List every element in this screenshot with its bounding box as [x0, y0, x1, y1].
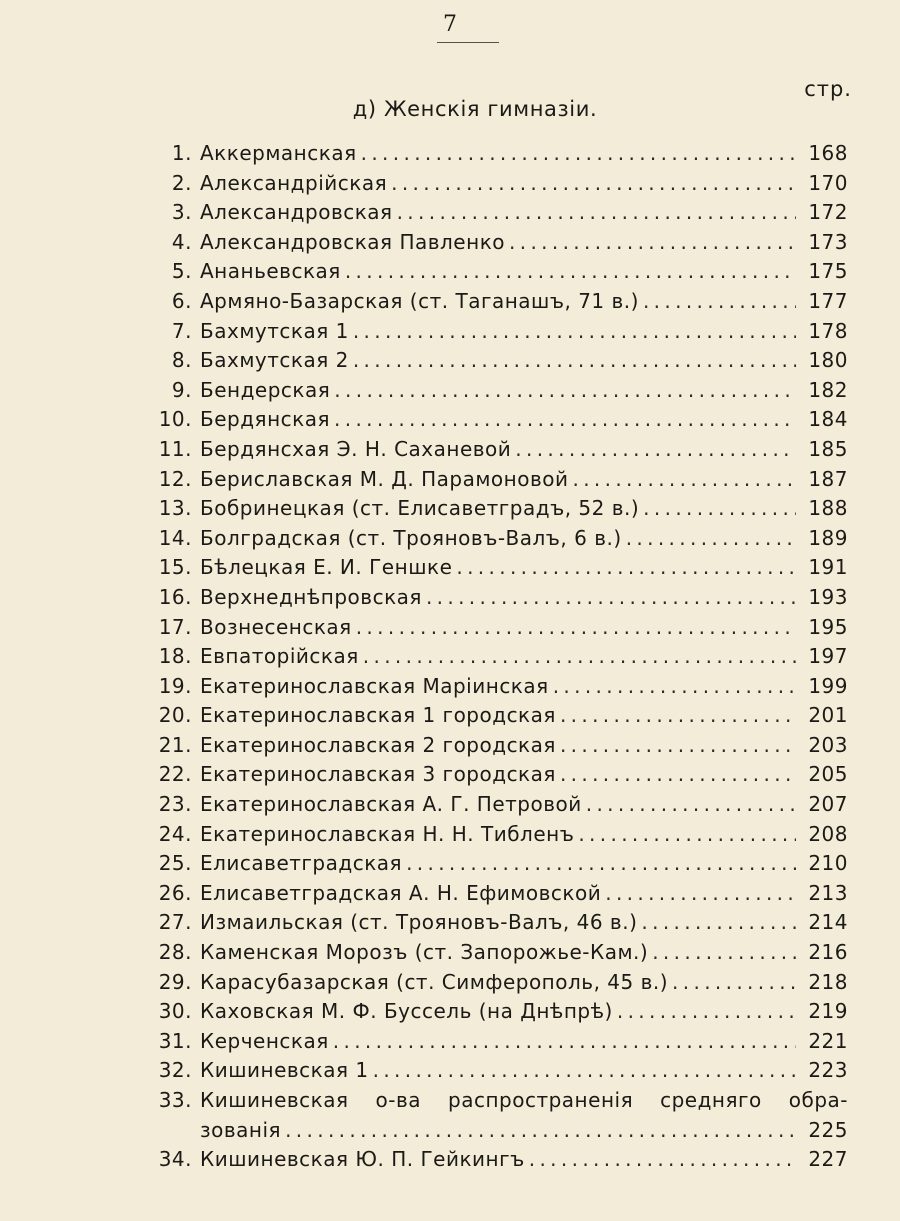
entry-title: Екатеринославская А. Г. Петровой — [200, 792, 582, 817]
entry-title: Александрійская — [200, 170, 388, 195]
entry-number: 7. — [171, 318, 192, 343]
toc-row — [0, 879, 900, 909]
toc-row — [0, 169, 900, 199]
entry-page: 195 — [808, 614, 848, 639]
entry-title-continued: зованія — [200, 1117, 282, 1142]
entry-title: Аккерманская — [200, 141, 357, 165]
entry-title: Кишиневская о-ва распространенія средняго обра- — [200, 1088, 848, 1112]
entry-number: 22. — [158, 762, 192, 787]
toc-row — [0, 760, 900, 790]
entry-number: 29. — [158, 969, 192, 994]
entry-page: 225 — [808, 1117, 848, 1142]
entry-title: Кишиневская Ю. П. Гейкингъ — [200, 1147, 525, 1171]
entry-title: Евпаторійская — [200, 644, 359, 669]
entry-title: Кишиневская 1 — [200, 1058, 369, 1083]
toc-row — [0, 435, 900, 465]
entry-page: 187 — [808, 466, 848, 491]
dot-leader — [509, 228, 796, 258]
dot-leader — [397, 198, 796, 228]
dot-leader — [363, 642, 796, 672]
toc-row — [0, 139, 900, 169]
dot-leader — [373, 1056, 796, 1086]
entry-page: 207 — [808, 792, 848, 817]
toc-row — [0, 938, 900, 968]
toc-row — [0, 1056, 900, 1086]
entry-number: 11. — [158, 436, 192, 461]
entry-number: 17. — [158, 614, 192, 639]
entry-page: 168 — [808, 141, 848, 165]
entry-page: 214 — [808, 910, 848, 935]
entry-title: Каменская Морозъ (ст. Запорожье-Кам.) — [200, 940, 649, 965]
entry-number: 12. — [158, 466, 192, 491]
dot-leader — [391, 169, 796, 199]
entry-title: Бердянсхая Э. Н. Саханевой — [200, 436, 512, 461]
entry-number: 2. — [171, 170, 192, 195]
entry-page: 182 — [808, 377, 848, 402]
toc-row — [0, 731, 900, 761]
entry-title: Екатеринославская 3 городская — [200, 762, 556, 787]
entry-page: 191 — [808, 555, 848, 580]
toc-row — [0, 1027, 900, 1057]
entry-title: Болградская (ст. Трояновъ-Валъ, 6 в.) — [200, 525, 622, 550]
entry-page: 221 — [808, 1028, 848, 1053]
dot-leader — [529, 1145, 796, 1175]
toc-row — [0, 198, 900, 228]
dot-leader — [334, 405, 796, 435]
dot-leader — [586, 790, 796, 820]
entry-page: 184 — [808, 407, 848, 432]
entry-number: 8. — [171, 348, 192, 373]
section-title: д) Женскія гимназіи. — [352, 97, 598, 121]
entry-page: 170 — [808, 170, 848, 195]
toc-row — [0, 583, 900, 613]
page-number: 7 — [443, 12, 457, 37]
entry-page: 175 — [808, 259, 848, 284]
entry-title: Керченская — [200, 1028, 329, 1053]
toc-row — [0, 1086, 900, 1145]
entry-title: Елисаветградская — [200, 851, 403, 876]
entry-number: 15. — [158, 555, 192, 580]
entry-title: Бахмутская 1 — [200, 318, 349, 343]
entry-number: 18. — [158, 644, 192, 669]
entry-page: 203 — [808, 732, 848, 757]
entry-title: Екатеринославская Н. Н. Тибленъ — [200, 821, 575, 846]
dot-leader — [672, 968, 796, 998]
dot-leader — [572, 465, 796, 495]
toc-row — [0, 997, 900, 1027]
entry-title: Екатеринославская 1 городская — [200, 703, 556, 728]
entry-number: 4. — [171, 229, 192, 254]
entry-page: 219 — [808, 999, 848, 1024]
toc-row — [0, 405, 900, 435]
dot-leader — [456, 553, 796, 583]
entry-page: 177 — [808, 288, 848, 313]
entry-page: 208 — [808, 821, 848, 846]
entry-number: 16. — [158, 584, 192, 609]
entry-number: 13. — [158, 496, 192, 521]
entry-number: 26. — [158, 880, 192, 905]
entry-page: 188 — [808, 496, 848, 521]
entry-number: 32. — [158, 1058, 192, 1083]
toc-row — [0, 465, 900, 495]
entry-page: 213 — [808, 880, 848, 905]
entry-page: 172 — [808, 200, 848, 225]
dot-leader — [334, 376, 796, 406]
entry-number: 21. — [158, 732, 192, 757]
entry-title: Александровская — [200, 200, 393, 225]
entry-number: 25. — [158, 851, 192, 876]
dot-leader — [356, 613, 796, 643]
toc-row — [0, 287, 900, 317]
entry-page: 205 — [808, 762, 848, 787]
toc-row — [0, 228, 900, 258]
entry-title: Армяно-Базарская (ст. Таганашъ, 71 в.) — [200, 288, 639, 313]
toc-row — [0, 908, 900, 938]
toc-row — [0, 642, 900, 672]
entry-number: 9. — [171, 377, 192, 402]
entry-page: 227 — [808, 1147, 848, 1171]
entry-page: 180 — [808, 348, 848, 373]
toc-row — [0, 524, 900, 554]
dot-leader — [605, 879, 796, 909]
toc-row — [0, 494, 900, 524]
entry-title: Измаильская (ст. Трояновъ-Валъ, 46 в.) — [200, 910, 638, 935]
entry-number: 1. — [171, 141, 192, 165]
entry-title: Бердянская — [200, 407, 331, 432]
entry-number: 3. — [171, 200, 192, 225]
dot-leader — [560, 760, 796, 790]
dot-leader — [560, 701, 796, 731]
toc-row — [0, 317, 900, 347]
dot-leader — [333, 1027, 796, 1057]
entry-number: 31. — [158, 1028, 192, 1053]
entry-title: Вознесенская — [200, 614, 352, 639]
entry-number: 23. — [158, 792, 192, 817]
toc-row — [0, 672, 900, 702]
entry-title: Бериславская М. Д. Парамоновой — [200, 466, 569, 491]
entry-title: Елисаветградская А. Н. Ефимовской — [200, 880, 602, 905]
entry-page: 185 — [808, 436, 848, 461]
toc-row — [0, 701, 900, 731]
entry-number: 19. — [158, 673, 192, 698]
entry-title: Бахмутская 2 — [200, 348, 349, 373]
toc-row — [0, 257, 900, 287]
dot-leader — [285, 1116, 796, 1146]
entry-page: 178 — [808, 318, 848, 343]
entry-page: 216 — [808, 940, 848, 965]
entry-number: 10. — [158, 407, 192, 432]
entry-title: Бѣлецкая Е. И. Геншке — [200, 555, 453, 580]
toc-row — [0, 820, 900, 850]
dot-leader — [617, 997, 796, 1027]
dot-leader — [643, 494, 796, 524]
entry-title: Верхнеднѣпровская — [200, 584, 422, 609]
entry-title: Карасубазарская (ст. Симферополь, 45 в.) — [200, 969, 669, 994]
dot-leader — [353, 317, 796, 347]
entry-number: 6. — [171, 288, 192, 313]
dot-leader — [553, 672, 796, 702]
dot-leader — [361, 139, 796, 169]
entry-number: 27. — [158, 910, 192, 935]
page-number-rule — [437, 42, 499, 43]
toc-row — [0, 376, 900, 406]
entry-title: Бобринецкая (ст. Елисаветградъ, 52 в.) — [200, 496, 640, 521]
entry-number: 30. — [158, 999, 192, 1024]
dot-leader — [345, 257, 796, 287]
entry-page: 223 — [808, 1058, 848, 1083]
entry-number: 24. — [158, 821, 192, 846]
entry-number: 20. — [158, 703, 192, 728]
entry-title: Екатеринославская Маріинская — [200, 673, 549, 698]
entry-page: 210 — [808, 851, 848, 876]
table-of-contents — [0, 139, 900, 1175]
dot-leader — [626, 524, 796, 554]
dot-leader — [426, 583, 796, 613]
dot-leader — [560, 731, 796, 761]
entry-page: 197 — [808, 644, 848, 669]
entry-number: 5. — [171, 259, 192, 284]
entry-title: Бендерская — [200, 377, 331, 402]
entry-number: 14. — [158, 525, 192, 550]
entry-number: 33. — [158, 1088, 192, 1112]
toc-row — [0, 790, 900, 820]
entry-page: 189 — [808, 525, 848, 550]
dot-leader — [652, 938, 796, 968]
entry-number: 34. — [158, 1147, 192, 1171]
toc-row — [0, 1145, 900, 1175]
entry-page: 199 — [808, 673, 848, 698]
dot-leader — [641, 908, 796, 938]
entry-number: 28. — [158, 940, 192, 965]
entry-title: Екатеринославская 2 городская — [200, 732, 556, 757]
entry-page: 173 — [808, 229, 848, 254]
dot-leader — [406, 849, 796, 879]
entry-title: Каховская М. Ф. Буссель (на Днѣпрѣ) — [200, 999, 613, 1024]
toc-row — [0, 968, 900, 998]
dot-leader — [643, 287, 796, 317]
entry-title: Ананьевская — [200, 259, 341, 284]
toc-row — [0, 346, 900, 376]
dot-leader — [578, 820, 796, 850]
entry-page: 201 — [808, 703, 848, 728]
entry-page: 193 — [808, 584, 848, 609]
toc-row — [0, 849, 900, 879]
dot-leader — [515, 435, 796, 465]
dot-leader — [353, 346, 796, 376]
entry-title: Александровская Павленко — [200, 229, 506, 254]
toc-row — [0, 553, 900, 583]
page-column-header: стр. — [804, 77, 852, 101]
toc-row — [0, 613, 900, 643]
entry-page: 218 — [808, 969, 848, 994]
